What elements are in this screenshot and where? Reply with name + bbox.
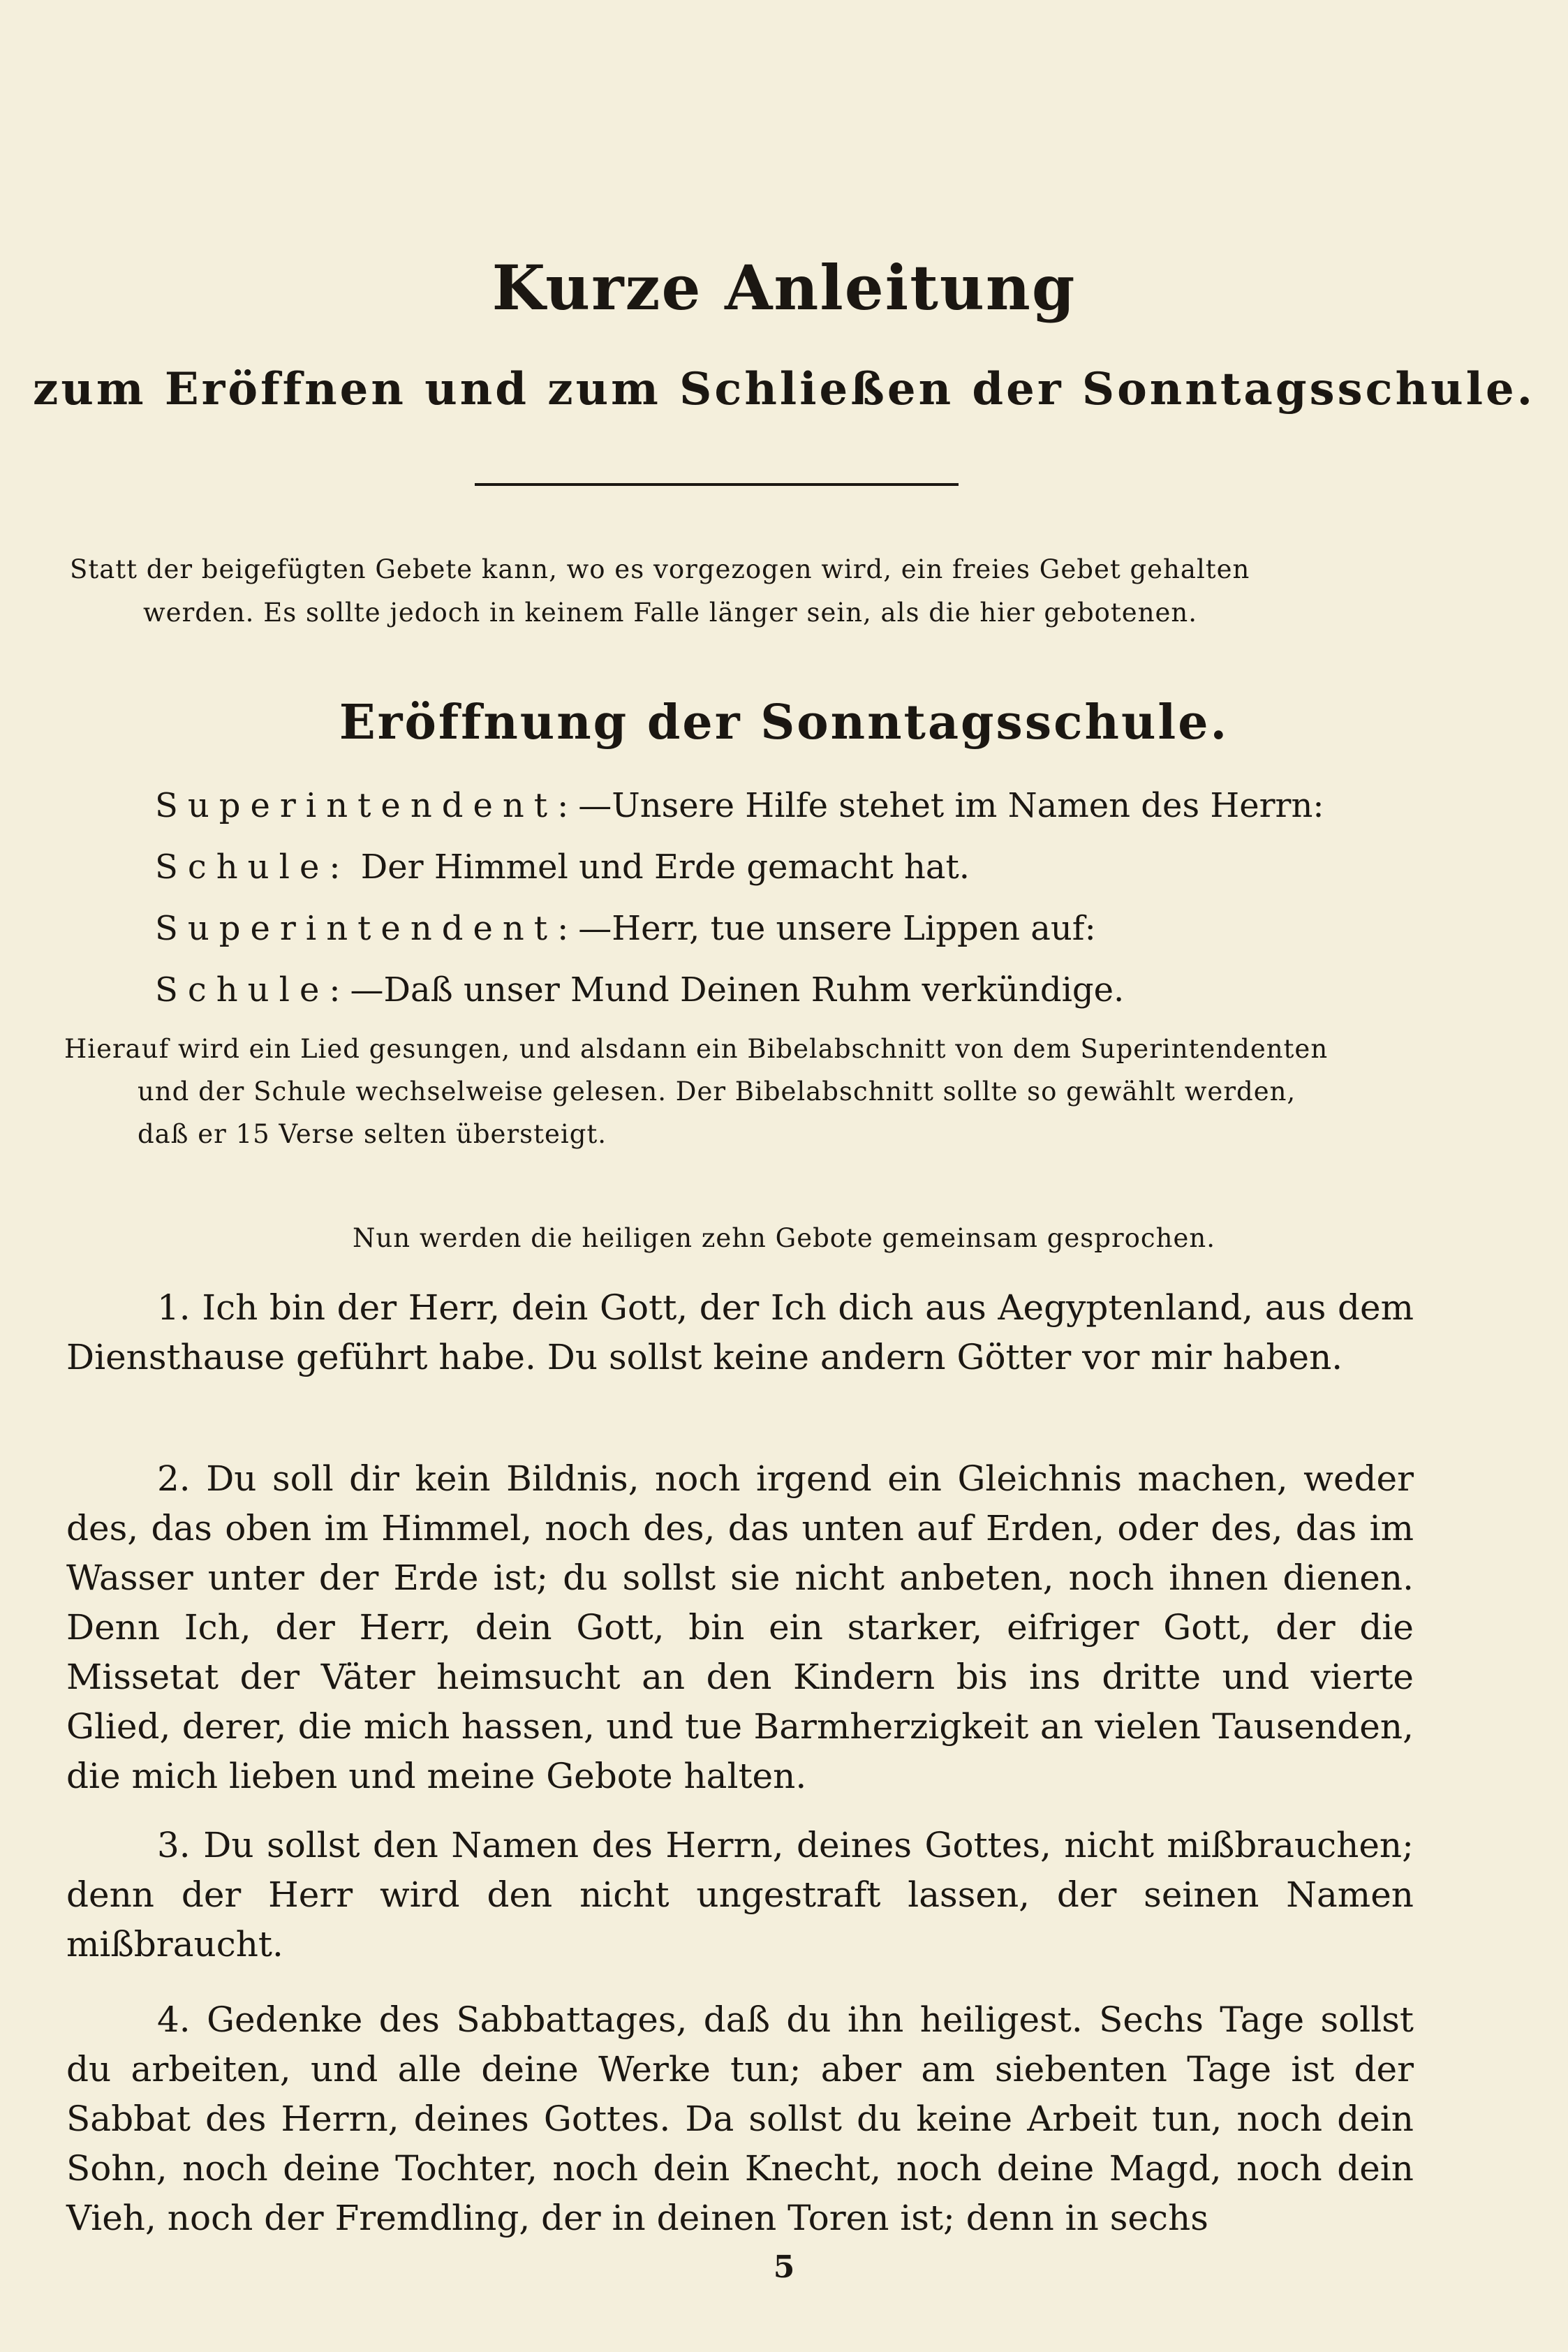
opening-heading: Eröffnung der Sonntagsschule. (339, 695, 1229, 750)
commandment-number: 1. (157, 1287, 191, 1328)
commandment-number: 2. (157, 1458, 191, 1499)
litany-text: —Daß unser Mund Deinen Ruhm verkündige. (350, 970, 1125, 1009)
reading-note (64, 1028, 1419, 1155)
commandment-number: 3. (157, 1825, 191, 1865)
litany-speaker: Schule: (155, 970, 350, 1009)
page-subtitle: zum Eröffnen und zum Schließen der Sonntagsschule. (33, 363, 1535, 415)
litany-speaker: Schule: (155, 848, 350, 887)
title-divider (475, 483, 959, 486)
commandment (66, 1821, 1414, 1969)
page-title: Kurze Anleitung (491, 251, 1077, 324)
intro-line-2: werden. Es sollte jedoch in keinem Falle länger sein, als die hier gebotenen. (143, 598, 1198, 628)
intro-note (70, 548, 1417, 635)
litany-line (155, 836, 1433, 898)
litany-line (155, 898, 1433, 959)
commandment (66, 1454, 1414, 1801)
commandment-text: Ich bin der Herr, dein Gott, der Ich dich aus Aegyptenland, aus dem Diensthause geführt habe. Du sollst keine andern Götter vor mir haben. (66, 1287, 1414, 1377)
responsive-litany (155, 775, 1433, 1021)
litany-text: —Herr, tue unsere Lippen auf: (578, 909, 1096, 948)
intro-line-1: Statt der beigefügten Gebete kann, wo es vorgezogen wird, ein freies Gebet gehalten (70, 554, 1250, 584)
reading-note-line-3: daß er 15 Verse selten übersteigt. (138, 1119, 607, 1149)
reading-note-line-1: Hierauf wird ein Lied gesungen, und alsdann ein Bibelabschnitt von dem Superintendenten (64, 1034, 1329, 1064)
commandment-text: Du soll dir kein Bildnis, noch irgend ein Gleichnis machen, weder des, das oben im Himmel, noch des, das unten auf Erden, oder des, das im Wasser unter der Erde ist; du sollst sie nicht anbeten, noch ihnen dienen. Denn Ich, der Herr, dein Gott, bin ein starker, eifriger Gott, der die Missetat der Väter heimsucht an den Kindern bis ins dritte und vierte Glied, derer, die mich hassen, und tue Barmherzigkeit an vielen Tausenden, die mich lieben und meine Gebote halten. (66, 1458, 1414, 1796)
litany-text: —Unsere Hilfe stehet im Namen des Herrn: (578, 786, 1324, 825)
litany-speaker: Superintendent: (155, 786, 579, 825)
reading-note-line-2: und der Schule wechselweise gelesen. Der Bibelabschnitt sollte so gewählt werden, (138, 1077, 1296, 1107)
commandment-text: Du sollst den Namen des Herrn, deines Gottes, nicht mißbrauchen; denn der Herr wird den nicht ungestraft lassen, der seinen Namen mißbraucht. (66, 1825, 1414, 1965)
commandments-intro: Nun werden die heiligen zehn Gebote gemeinsam gesprochen. (353, 1223, 1215, 1253)
commandment-number: 4. (157, 1999, 191, 2040)
litany-text: Der Himmel und Erde gemacht hat. (350, 848, 970, 887)
commandment (66, 1995, 1414, 2243)
commandment-text: Gedenke des Sabbattages, daß du ihn heiligest. Sechs Tage sollst du arbeiten, und alle deine Werke tun; aber am siebenten Tage ist der Sabbat des Herrn, deines Gottes. Da sollst du keine Arbeit tun, noch dein Sohn, noch deine Tochter, noch dein Knecht, noch deine Magd, noch dein Vieh, noch der Fremdling, der in deinen Toren ist; denn in sechs (66, 1999, 1414, 2238)
commandment (66, 1283, 1414, 1382)
page-number: 5 (773, 2249, 795, 2285)
litany-line (155, 959, 1433, 1021)
litany-speaker: Superintendent: (155, 909, 579, 948)
litany-line (155, 775, 1433, 836)
